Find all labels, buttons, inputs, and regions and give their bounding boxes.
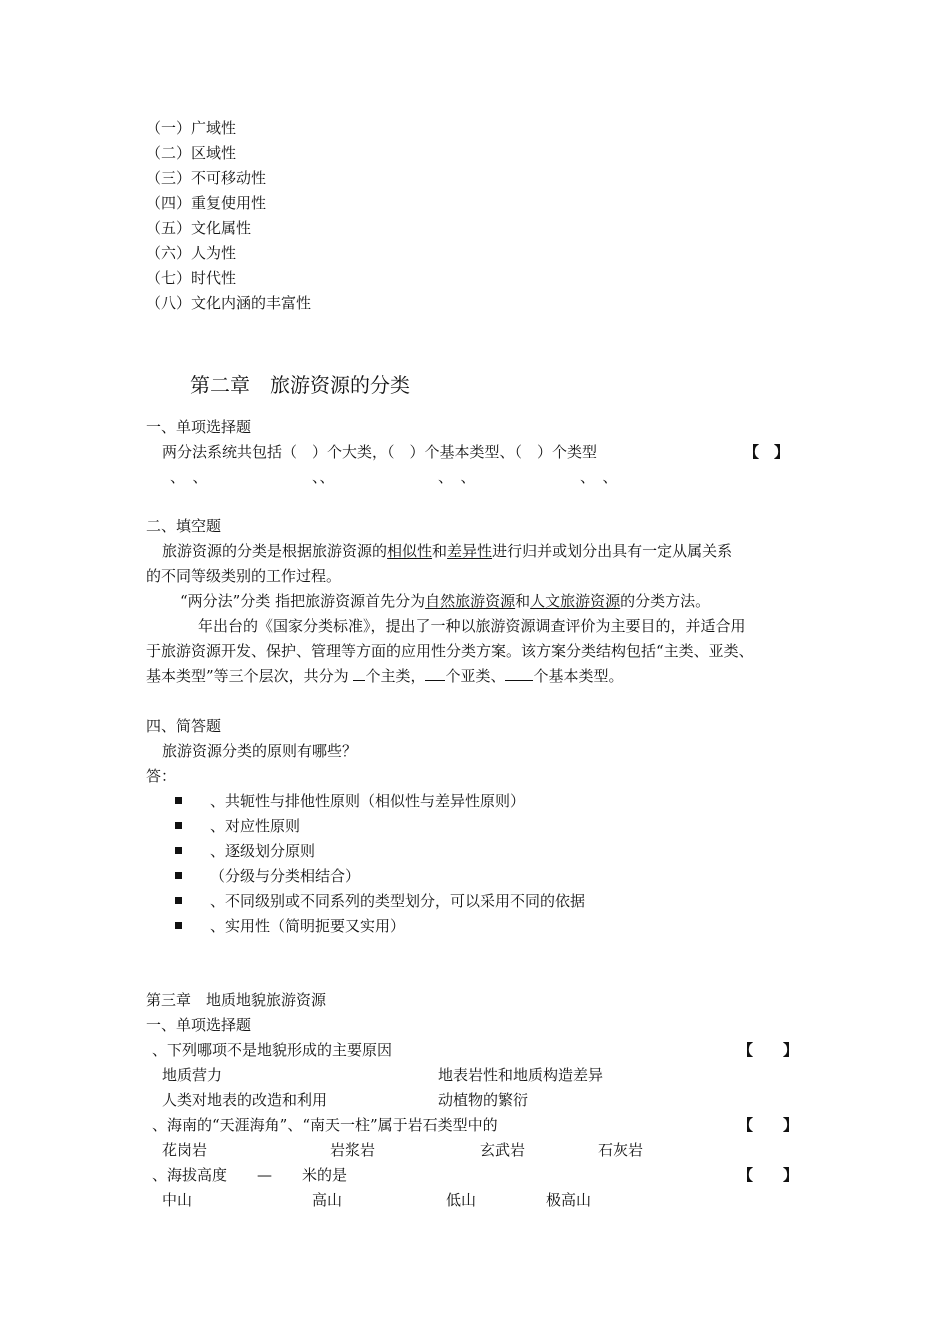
option: 低山 [446,1191,477,1209]
bullet-icon [175,822,182,829]
option: 中山 [162,1191,193,1209]
paragraph-line: 年出台的《国家分类标准》，提出了一种以旅游资源调查评价为主要目的，并适合用 [198,617,746,635]
question-text: 、海南的“天涯海角”、“南天一柱”属于岩石类型中的 [152,1116,498,1134]
answer-bracket: 【 】 [738,1041,799,1059]
answer-item: 、对应性原则 [210,817,301,835]
option: 玄武岩 [480,1141,526,1159]
option: 、 、 [580,468,618,486]
feature-item: （五）文化属性 [146,219,252,237]
bullet-icon [175,897,182,904]
option: 极高山 [546,1191,592,1209]
option: 人类对地表的改造和利用 [162,1091,328,1109]
underlined-answer: 人文旅游资源 [530,592,621,610]
answer-bracket: 【 】 [744,443,790,461]
underlined-answer: 差异性 [447,542,493,560]
feature-item: （八）文化内涵的丰富性 [146,294,312,312]
section-heading: 一、单项选择题 [146,418,252,436]
option: 、 、 [170,468,208,486]
answer-item: 、不同级别或不同系列的类型划分，可以采用不同的依据 [210,892,586,910]
option: 石灰岩 [598,1141,644,1159]
answer-bracket: 【 】 [738,1166,799,1184]
section-heading: 一、单项选择题 [146,1016,252,1034]
paragraph-line: 的不同等级类别的工作过程。 [146,567,342,585]
section-heading: 四、简答题 [146,717,222,735]
fill-blank [353,666,365,681]
option: 花岗岩 [162,1141,208,1159]
bullet-icon [175,872,182,879]
question-text: 、海拔高度 — 米的是 [152,1166,348,1184]
underlined-answer: 自然旅游资源 [425,592,516,610]
question-text: 、下列哪项不是地貌形成的主要原因 [152,1041,393,1059]
answer-item: 、实用性（简明扼要又实用） [210,917,406,935]
option: 、、 [312,468,335,486]
paragraph-line: 于旅游资源开发、保护、管理等方面的应用性分类方案。该方案分类结构包括“主类、亚类、 [146,642,754,660]
bullet-icon [175,797,182,804]
option: 岩浆岩 [330,1141,376,1159]
feature-item: （三）不可移动性 [146,169,267,187]
question-text: 旅游资源分类的原则有哪些？ [162,742,358,760]
option: 高山 [312,1191,343,1209]
answer-bracket: 【 】 [738,1116,799,1134]
bullet-icon [175,847,182,854]
paragraph-line: 基本类型”等三个层次，共分为 个主类， 个亚类、 个基本类型。 [146,667,624,685]
underlined-answer: 相似性 [387,542,433,560]
option: 地表岩性和地质构造差异 [438,1066,604,1084]
chapter-title: 第二章 旅游资源的分类 [190,373,410,397]
section-heading: 二、填空题 [146,517,222,535]
answer-label: 答： [146,767,177,785]
option: 地质营力 [162,1066,223,1084]
paragraph-line: “两分法”分类 指把旅游资源首先分为自然旅游资源和人文旅游资源的分类方法。 [180,592,711,610]
answer-item: 、逐级划分原则 [210,842,316,860]
question-text: 两分法系统共包括（ ）个大类，（ ）个基本类型、（ ）个类型 [162,443,598,461]
feature-item: （四）重复使用性 [146,194,267,212]
chapter-title: 第三章 地质地貌旅游资源 [146,991,327,1009]
feature-item: （一）广域性 [146,119,237,137]
feature-item: （七）时代性 [146,269,237,287]
answer-item: 、共轭性与排他性原则（相似性与差异性原则） [210,792,526,810]
answer-item: （分级与分类相结合） [210,867,361,885]
paragraph-line: 旅游资源的分类是根据旅游资源的相似性和差异性进行归并或划分出具有一定从属关系 [162,542,733,560]
option: 动植物的繁衍 [438,1091,529,1109]
feature-item: （二）区域性 [146,144,237,162]
bullet-icon [175,922,182,929]
option: 、 、 [438,468,476,486]
fill-blank [505,666,533,681]
feature-item: （六）人为性 [146,244,237,262]
fill-blank [425,666,445,681]
